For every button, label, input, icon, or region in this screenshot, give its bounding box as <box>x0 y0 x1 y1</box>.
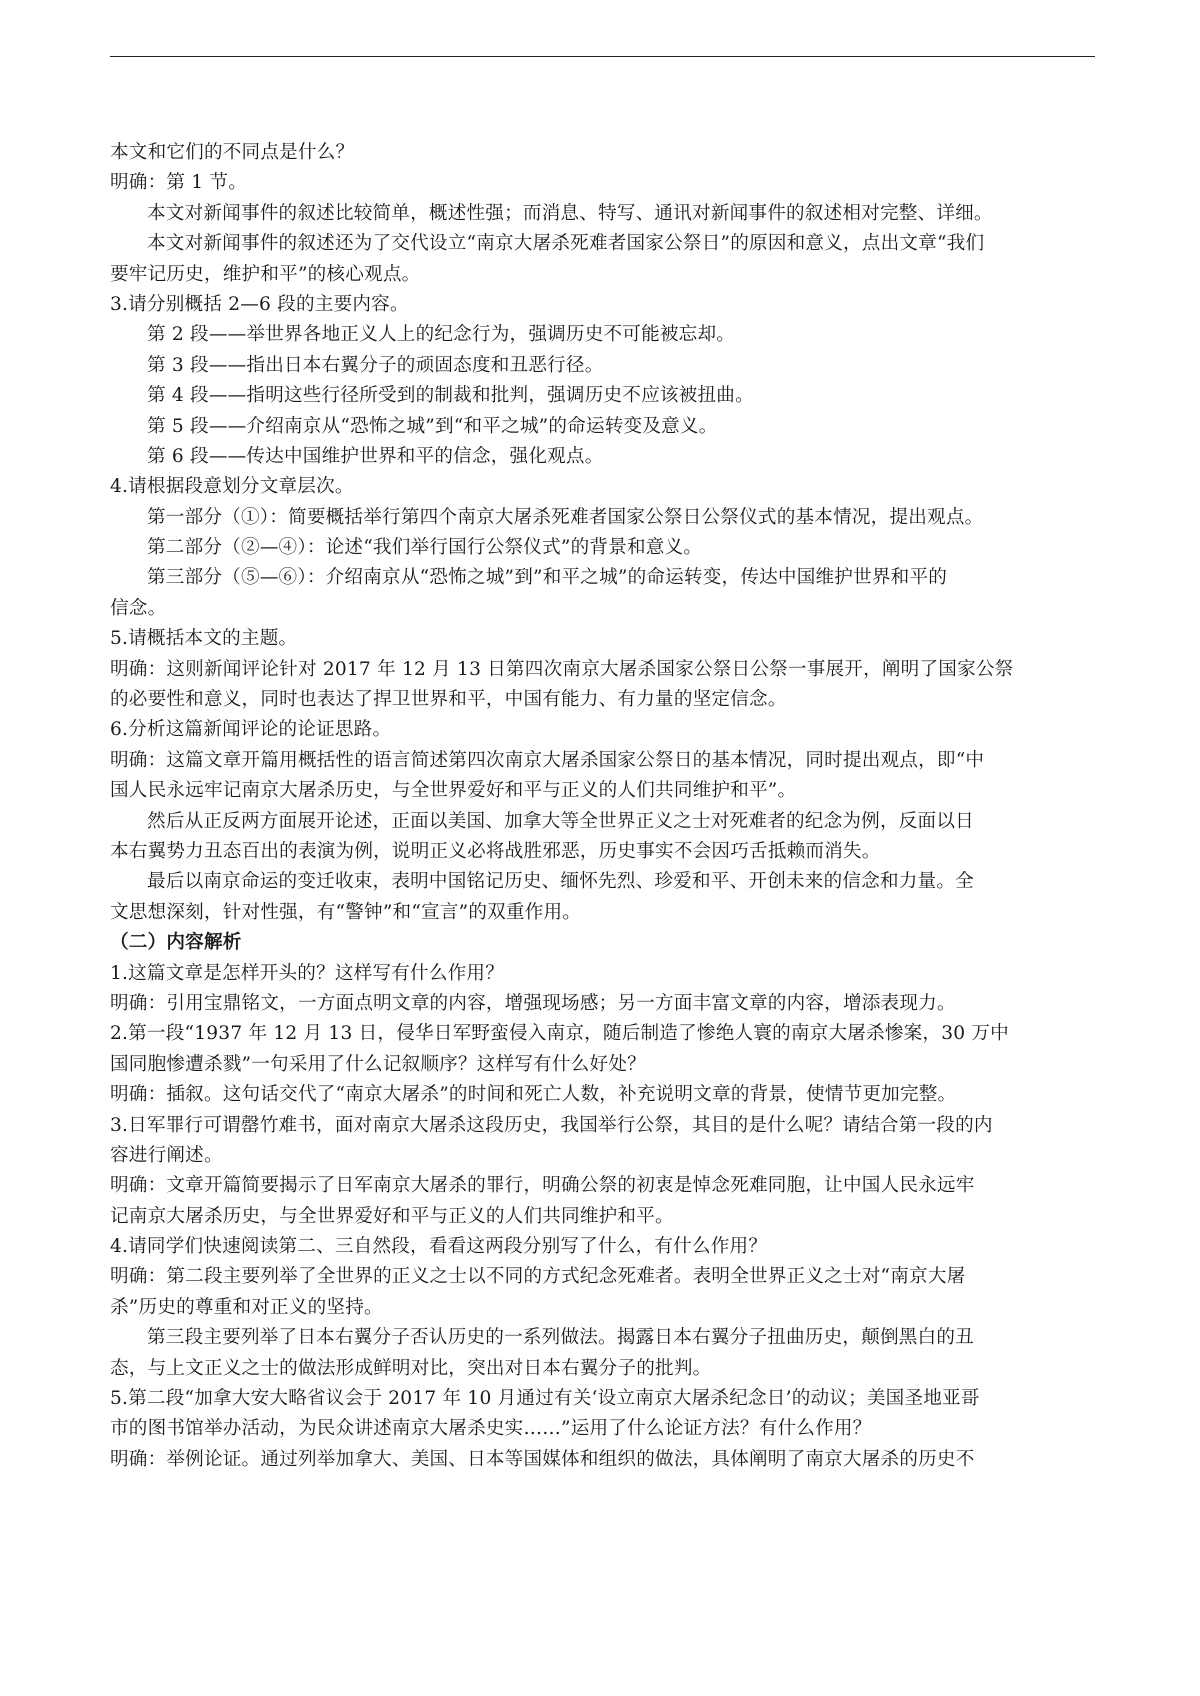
text-line: 最后以南京命运的变迁收束，表明中国铭记历史、缅怀先烈、珍爱和平、开创未来的信念和力量。全 <box>147 871 974 893</box>
header-rule <box>110 56 1095 57</box>
text-line: 明确：插叙。这句话交代了“南京大屠杀”的时间和死亡人数，补充说明文章的背景，使情节更加完整。 <box>110 1084 957 1106</box>
text-line: 第 6 段——传达中国维护世界和平的信念，强化观点。 <box>147 445 604 467</box>
text-line: 容进行阐述。 <box>110 1144 223 1166</box>
text-line: 5.请概括本文的主题。 <box>110 628 298 650</box>
text-line: 第 2 段——举世界各地正义人上的纪念行为，强调历史不可能被忘却。 <box>147 324 736 346</box>
text-line: 要牢记历史，维护和平”的核心观点。 <box>110 263 421 285</box>
text-line: 国人民永远牢记南京大屠杀历史，与全世界爱好和平与正义的人们共同维护和平”。 <box>110 780 797 802</box>
section-heading: （二）内容解析 <box>110 932 242 954</box>
document-body <box>110 138 1095 1475</box>
text-line: 明确：举例论证。通过列举加拿大、美国、日本等国媒体和组织的做法，具体阐明了南京大屠杀的历史不 <box>110 1448 975 1470</box>
text-line: 明确：这则新闻评论针对 2017 年 12 月 13 日第四次南京大屠杀国家公祭日公祭一事展开，阐明了国家公祭 <box>110 658 1014 680</box>
text-line: 本右翼势力丑态百出的表演为例，说明正义必将战胜邪恶，历史事实不会因巧舌抵赖而消失。 <box>110 840 881 862</box>
text-line: 第二部分（②—④）：论述“我们举行国行公祭仪式”的背景和意义。 <box>147 537 703 559</box>
text-line: 文思想深刻，针对性强，有“警钟”和“宣言”的双重作用。 <box>110 901 582 923</box>
text-line: 明确：第二段主要列举了全世界的正义之士以不同的方式纪念死难者。表明全世界正义之士对“南京大屠 <box>110 1266 966 1288</box>
text-line: 本文对新闻事件的叙述还为了交代设立“南京大屠杀死难者国家公祭日”的原因和意义，点出文章“我们 <box>147 233 985 255</box>
text-line: 第一部分（①）：简要概括举行第四个南京大屠杀死难者国家公祭日公祭仪式的基本情况，提出观点。 <box>147 506 984 528</box>
text-line: 明确：第 1 节。 <box>110 172 248 194</box>
text-line: 明确：文章开篇简要揭示了日军南京大屠杀的罪行，明确公祭的初衷是悼念死难同胞，让中国人民永远牢 <box>110 1175 975 1197</box>
text-line: 5.第二段“加拿大安大略省议会于 2017 年 10 月通过有关‘设立南京大屠杀纪念日’的动议；美国圣地亚哥 <box>110 1388 980 1410</box>
text-line: 4.请根据段意划分文章层次。 <box>110 476 354 498</box>
text-line: 第三部分（⑤—⑥）：介绍南京从“恐怖之城”到”和平之城”的命运转变，传达中国维护世界和平的 <box>147 567 948 589</box>
text-line: 4.请同学们快速阅读第二、三自然段，看看这两段分别写了什么，有什么作用？ <box>110 1236 768 1258</box>
text-line: 第三段主要列举了日本右翼分子否认历史的一系列做法。揭露日本右翼分子扭曲历史，颠倒黑白的丑 <box>147 1327 974 1349</box>
text-line: 信念。 <box>110 597 167 619</box>
text-line: 6.分析这篇新闻评论的论证思路。 <box>110 719 392 741</box>
text-line: 明确：这篇文章开篇用概括性的语言简述第四次南京大屠杀国家公祭日的基本情况，同时提出观点，即“中 <box>110 749 985 771</box>
text-line: 国同胞惨遭杀戮”一句采用了什么记叙顺序？这样写有什么好处？ <box>110 1053 646 1075</box>
text-line: 杀”历史的尊重和对正义的坚持。 <box>110 1296 383 1318</box>
document-page <box>110 0 1095 1696</box>
text-line: 态，与上文正义之士的做法形成鲜明对比，突出对日本右翼分子的批判。 <box>110 1357 712 1379</box>
text-line: 2.第一段“1937 年 12 月 13 日，侵华日军野蛮侵入南京，随后制造了惨绝人寰的南京大屠杀惨案，30 万中 <box>110 1023 1009 1045</box>
text-line: 然后从正反两方面展开论述，正面以美国、加拿大等全世界正义之士对死难者的纪念为例，反面以日 <box>147 810 974 832</box>
text-line: 第 5 段——介绍南京从“恐怖之城”到“和平之城”的命运转变及意义。 <box>147 415 718 437</box>
text-line: 1.这篇文章是怎样开头的？这样写有什么作用？ <box>110 962 505 984</box>
text-line: 市的图书馆举办活动，为民众讲述南京大屠杀史实……”运用了什么论证方法？有什么作用？ <box>110 1418 872 1440</box>
text-line: 3.日军罪行可谓罄竹难书，面对南京大屠杀这段历史，我国举行公祭，其目的是什么呢？请结合第一段的内 <box>110 1114 993 1136</box>
text-line: 的必要性和意义，同时也表达了捍卫世界和平，中国有能力、有力量的坚定信念。 <box>110 689 787 711</box>
text-line: 本文对新闻事件的叙述比较简单，概述性强；而消息、特写、通讯对新闻事件的叙述相对完整、详细。 <box>147 202 993 224</box>
text-line: 3.请分别概括 2—6 段的主要内容。 <box>110 293 409 315</box>
text-line: 第 4 段——指明这些行径所受到的制裁和批判，强调历史不应该被扭曲。 <box>147 385 754 407</box>
text-line: 第 3 段——指出日本右翼分子的顽固态度和丑恶行径。 <box>147 354 604 376</box>
text-line: 明确：引用宝鼎铭文，一方面点明文章的内容，增强现场感；另一方面丰富文章的内容，增添表现力。 <box>110 992 956 1014</box>
text-line: 记南京大屠杀历史，与全世界爱好和平与正义的人们共同维护和平。 <box>110 1205 674 1227</box>
text-line: 本文和它们的不同点是什么？ <box>110 142 355 163</box>
